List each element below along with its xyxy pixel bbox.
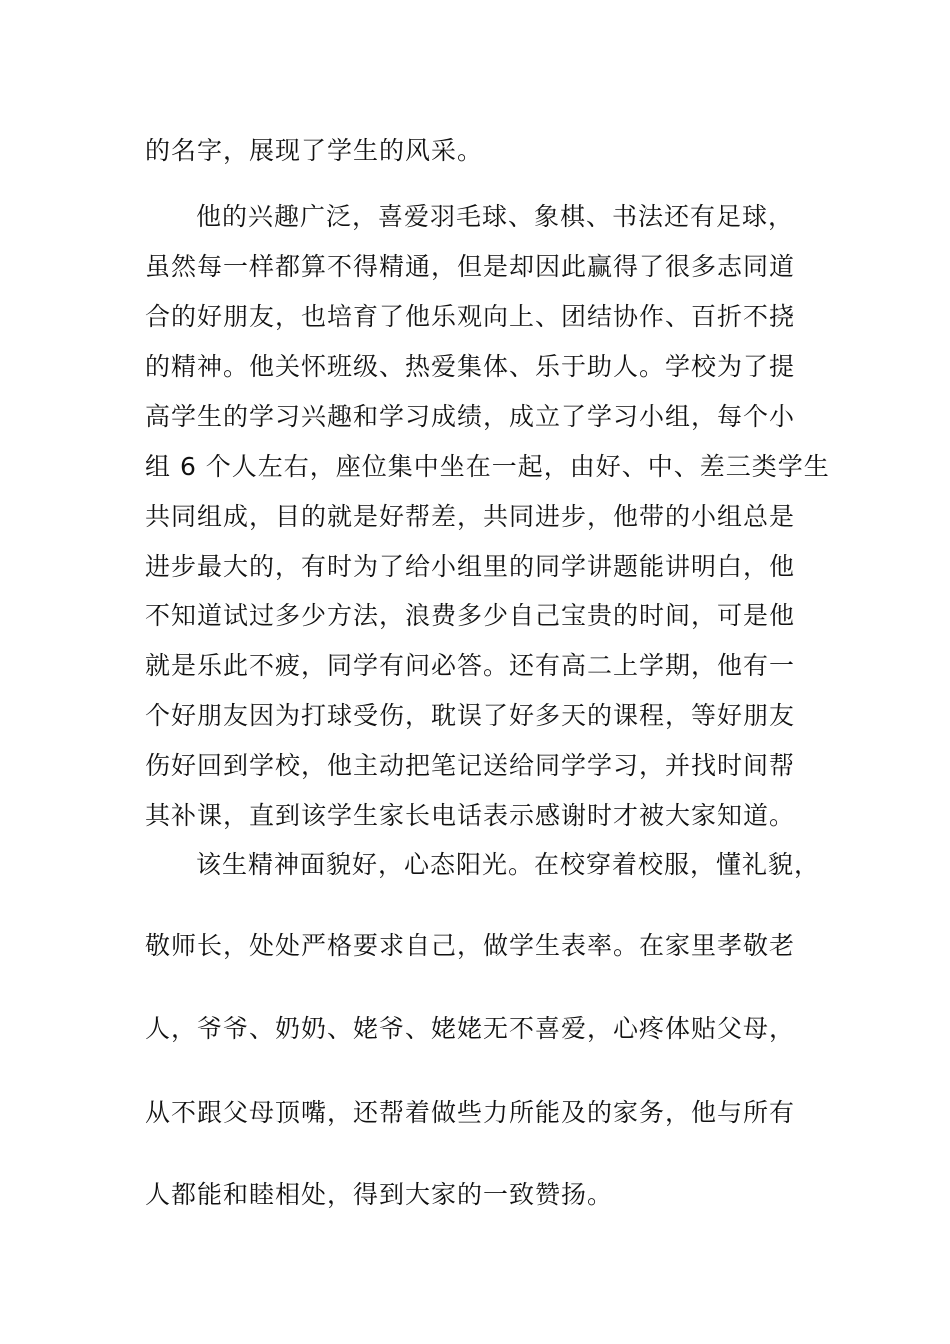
text-line: 人都能和睦相处，得到大家的一致赞扬。: [145, 1180, 614, 1209]
text-line: 伤好回到学校，他主动把笔记送给同学学习，并找时间帮: [145, 751, 796, 780]
text-line: 的名字，展现了学生的风采。: [145, 136, 484, 165]
text-line: 个好朋友因为打球受伤，耽误了好多天的课程，等好朋友: [145, 701, 796, 730]
paragraph-start-line: 他的兴趣广泛，喜爱羽毛球、象棋、书法还有足球，: [196, 202, 795, 231]
text-line: 组 6 个人左右，座位集中坐在一起，由好、中、差三类学生: [145, 452, 830, 481]
text-line: 从不跟父母顶嘴，还帮着做些力所能及的家务，他与所有: [145, 1098, 796, 1127]
text-line: 合的好朋友，也培育了他乐观向上、团结协作、百折不挠: [145, 302, 796, 331]
text-line: 的精神。他关怀班级、热爱集体、乐于助人。学校为了提: [145, 352, 796, 381]
text-line: 人，爷爷、奶奶、姥爷、姥姥无不喜爱，心疼体贴父母，: [145, 1014, 796, 1043]
text-line: 虽然每一样都算不得精通，但是却因此赢得了很多志同道: [145, 252, 796, 281]
paragraph-start-line: 该生精神面貌好，心态阳光。在校穿着校服，懂礼貌，: [196, 850, 821, 879]
text-line: 高学生的学习兴趣和学习成绩，成立了学习小组，每个小: [145, 402, 796, 431]
text-line: 其补课，直到该学生家长电话表示感谢时才被大家知道。: [145, 801, 796, 830]
text-line: 进步最大的，有时为了给小组里的同学讲题能讲明白，他: [145, 552, 796, 581]
text-line: 不知道试过多少方法，浪费多少自己宝贵的时间，可是他: [145, 601, 796, 630]
text-line: 敬师长，处处严格要求自己，做学生表率。在家里孝敬老: [145, 931, 796, 960]
text-line: 就是乐此不疲，同学有问必答。还有高二上学期，他有一: [145, 651, 796, 680]
text-line: 共同组成，目的就是好帮差，共同进步，他带的小组总是: [145, 502, 796, 531]
